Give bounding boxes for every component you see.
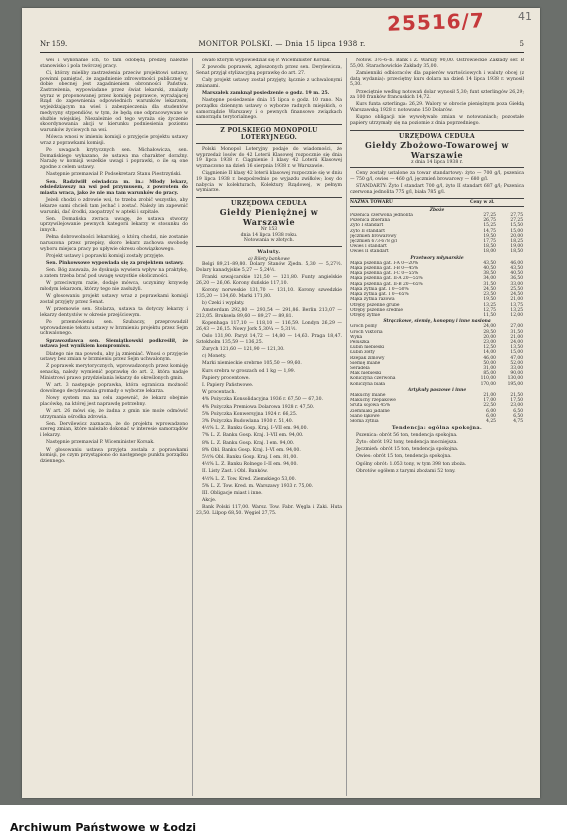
price-to: 13,75 bbox=[510, 302, 523, 308]
commodity-name: Jęczmień 673-678 g/l bbox=[350, 239, 397, 245]
exchange-big-title: Giełdy Pieniężnej w Warszawie bbox=[219, 207, 319, 228]
commodity-name: Żyto I standart bbox=[350, 223, 384, 229]
price-from: 13,25 bbox=[483, 302, 496, 308]
article-paragraph: Projekt ustawy i poprawki komisji zostały przyjęte. bbox=[46, 254, 165, 259]
article-paragraph: Kupno obligacji nie wywoływało zmian w notowaniach; pozostałe papiery utrzymały się na poziomie z dnia poprzedniego. bbox=[350, 115, 524, 127]
price-from: 40,50 bbox=[483, 266, 496, 272]
exchange-quote-line: Korony norweskie 131,70 — 131,10. Korony szwedzkie 135,20 — 134,60. Marki 171,80. bbox=[196, 288, 342, 299]
article-paragraph: Pełna dobrowolności lekarskiej, o którą chodzi, nie zostanie naruszona przez przepisy, skoro lekarz zachowa swobodę wyboru miejsca pracy po upływie okresu obowiązkowego. bbox=[40, 235, 188, 252]
price-to: 24,50 bbox=[510, 292, 523, 298]
article-paragraph: W głosowaniu projekt ustawy wraz z poprawkami komisji został przyjęty przez Senat. bbox=[40, 294, 188, 305]
exchange-quote-line: Kopenhaga 117,10 — 118,10 — 116,59. Londyn 26,29 — 26,43 — 26,15. Nowy Jork 5,30¼ — 5,31½. bbox=[196, 321, 342, 332]
commodity-name: Siano łąkowe bbox=[350, 413, 380, 419]
price-from: 6,00 bbox=[486, 413, 496, 419]
exchange-quote-line: Oslo 131,90. Paryż 14,72 — 14,80 — 14,63. Praga 18,47. Sztokholm 135,59 — 136,25. bbox=[196, 334, 342, 345]
grain-date: z dnia 14 lipca 1938 r. bbox=[411, 159, 463, 165]
archive-label: Archiwum Państwowe w Łodzi bbox=[10, 821, 197, 834]
table-row bbox=[350, 419, 524, 424]
article-paragraph: Po przemówieniu sen. Szubaczy, przeprowadził wprowadzenie tekstu ustawy w brzmieniu projektu przez Sejm uchwalonego. bbox=[40, 320, 188, 337]
grain-heading bbox=[350, 130, 524, 169]
price-from: 31,50 bbox=[483, 281, 496, 287]
table-header-price: Ceny w zł. bbox=[470, 198, 524, 206]
price-to: 21,00 bbox=[510, 297, 523, 303]
commodity-name: Otręby żytnie bbox=[350, 312, 381, 318]
price-to: 19,00 bbox=[510, 244, 523, 250]
exchange-continuation bbox=[350, 58, 524, 127]
lottery-title: Z POLSKIEGO MONOPOLU LOTERYJNEGO. bbox=[220, 127, 318, 142]
commodity-name: Mąka pszenna gat. I-C 0—55% bbox=[350, 271, 419, 277]
article-paragraph: Ci, którzy mieliby zastrzeżenia przeciw projektowi ustawy, powinni pamiętać, że zagadnienie zdrowotności publicznej w dobie obecnej jest zagadnieniem obronności Państwa. Zastrzeżenia, wypowiadane przez świat lekarski, znalazły wyraz w proponowanej przez komisję poprawce, wyrażającej Rząd do zapewnienia odpowiednich warunków lekarzom, wyjeżdżającym na wieś i zabezpieczenia dla studentów medycyny stypendiów, w tym, że będą one odpracowywane w służbie wiejskiej. Niezależnie od tego wyraża się życzenie skoordynowania akcji w kierunku podniesienia poziomu warunków życiowych na wsi. bbox=[40, 70, 188, 133]
price-from: 27,25 bbox=[483, 213, 496, 219]
price-from: 46,00 bbox=[483, 355, 496, 361]
exchange-quote-line: 8% L. Z. Banku Gosp. Kraj. I em. 94,00. bbox=[202, 440, 295, 446]
commodity-name: Rzepak zimowy bbox=[350, 355, 385, 361]
exchange-quote-line: 4% Pożyczka Konsolidacyjna 1936 r. 67,50 — 67,30. bbox=[202, 397, 323, 403]
price-from: 18,50 bbox=[483, 244, 496, 250]
header-rule bbox=[40, 52, 524, 53]
price-to: 52,00 bbox=[510, 360, 523, 366]
exchange-quote-line: 4½% L. Z. Banku Gosp. Kraj. I–VII em. 94,00. bbox=[202, 426, 308, 432]
price-to: 27,75 bbox=[510, 213, 523, 219]
grain-tendency-title: Tendencja: ogólna spokojna. bbox=[391, 425, 483, 432]
price-from: 43,50 bbox=[483, 260, 496, 266]
table-group-label: Przetwory młynarskie bbox=[410, 255, 464, 261]
exchange-quote-line: Zurych 121,60 — 121,90 — 121,30. bbox=[202, 346, 285, 352]
commodity-name: Makuchy rzepakowe bbox=[350, 398, 396, 404]
price-from: 24,00 bbox=[483, 324, 496, 330]
price-to: 18,50 bbox=[510, 249, 523, 255]
article-paragraph: wei i wykonanie ich, to tam odobędą predzej należne stanowisko i pola twórczej pracy. bbox=[40, 58, 188, 69]
article-paragraph: Sen. Dervilewicz zaznacza, że do projektu wprowadzono szereg zmian, które należało dokonać w interesie samorządów i lekarzy. bbox=[40, 421, 188, 439]
commodity-name: Mąka żytnia gat. I 0—50% bbox=[350, 286, 409, 292]
table-group-label: Zboże bbox=[429, 207, 445, 213]
grain-note: Ogólny obrót: 1.053 tony, w tym 398 ton zboża. bbox=[356, 461, 467, 467]
commodity-name: Mąka pszenna gat. II-B 20—65% bbox=[350, 281, 423, 287]
price-from: 12,75 bbox=[483, 307, 496, 313]
price-to: 40,50 bbox=[510, 271, 523, 277]
price-from: 14,75 bbox=[483, 228, 496, 234]
exchange-quote-line: 5% L. Z. Tow. Kred. m. Warszawy 1933 r. 75,00. bbox=[202, 483, 314, 489]
exchange-quote-line: III. Obligacje miast i inne. bbox=[202, 491, 263, 497]
price-to: 4,75 bbox=[513, 418, 523, 424]
article-paragraph: Nowy system ma na celu zapewnić, że lekarz obejmie placówkę, na której jest naprawdę potrzebny. bbox=[40, 395, 188, 407]
exchange-quote-line: 5½% Obl. Banku Gosp. Kraj. I em. 81,00. bbox=[202, 455, 298, 461]
price-to: 24,00 bbox=[510, 339, 523, 345]
article-paragraph: Sen. Bóg zauważa, że dyskusja wywiera wpływ na praktykę, a zatem trzeba brać pod uwagę wszystkie okoliczności. bbox=[40, 268, 188, 280]
table-group-label: Strączkowe, siemię, konopny i inne nasiona bbox=[383, 319, 491, 325]
issue-number: Nr 159. bbox=[40, 40, 68, 48]
exchange-quote-line: Bank Polski 117,00. Warsz. Tow. Fabr. Węgla i Zaki. Huta 23,50. Lilpop 68,50. Węgiel 27,75. bbox=[196, 505, 342, 517]
grain-note: Owies: obrót 15 ton, tendencja spokojna. bbox=[356, 454, 452, 460]
price-to: 15,00 bbox=[510, 350, 523, 356]
price-to: 27,00 bbox=[510, 324, 523, 330]
price-from: 23,00 bbox=[483, 339, 496, 345]
commodity-name: Groch Viktoria bbox=[350, 329, 383, 335]
price-to: 23,00 bbox=[510, 403, 523, 409]
article-paragraph: Sen. Radziwiłł oświadcza m. in.: Młody lekarz, odsiedziawszy na wsi pod przymusem, z powrotem do miasta wraca, jako że nie ma tam warunków do pracy. bbox=[40, 179, 188, 196]
price-to: 130,00 bbox=[507, 376, 523, 382]
column-senate-debate bbox=[40, 58, 188, 796]
commodity-name: Ziemniaki jadalne bbox=[350, 408, 390, 414]
price-from: 11,50 bbox=[483, 312, 496, 318]
exchange-quote-line: 4½% L. Z. Banku Rolnego I–II em. 94,00. bbox=[202, 462, 298, 468]
article-paragraph: Po uwagach krytycznych sen. Michałowicza, sen. Domańskiego wykazano, że ustawa ma charakter doraźny. Narażę w komisji wszelkie uwagi i poprawki, o ile są one zgodne z celem ustawy. bbox=[40, 148, 188, 171]
price-from: 17,75 bbox=[483, 239, 496, 245]
column-separator bbox=[192, 58, 193, 796]
article-paragraph: W przeciwnym razie, dodaje mówca, uczynimy krzywdę młodym lekarzom, którzy tego nie zasłużyli. bbox=[40, 281, 188, 293]
price-to: 46,00 bbox=[510, 260, 523, 266]
commodity-name: Wyka bbox=[350, 334, 363, 340]
article-paragraph: Przeciętnie według notowań dolar wynosił 5,30; funt szterlingów 26,29; za 100 franków francuskich 14,72. bbox=[350, 89, 524, 101]
article-paragraph: Zamienniki odbioraców dla papierów wartościowych i waluty obcej (z datą wydania): przeciętny kurs dolara na dzień 14 lipca 1938 r. wynosił 5,30. bbox=[350, 70, 524, 88]
grain-standards: STANDARTY: Żyto I standart 700 g/l, żyto II standart 687 g/l; Pszenica czerwona jednolita 775 g/l, biała 785 g/l. bbox=[350, 184, 524, 195]
commodity-name: Pszenica zbierana bbox=[350, 218, 390, 224]
grain-notes bbox=[350, 433, 524, 475]
newspaper-page bbox=[22, 8, 540, 798]
price-from: 50,00 bbox=[483, 360, 496, 366]
lottery-heading bbox=[196, 124, 342, 144]
price-to: 15,50 bbox=[510, 223, 523, 229]
article-paragraph: W głosowaniu ustawa przyjęta została z poprawkami komisji, po czym przystąpiono do następnego punktu porządku dziennego. bbox=[40, 447, 188, 464]
commodity-name: Łubin żółty bbox=[350, 350, 375, 356]
exchange-quote-line: 4½% L. Z. Tow. Kred. Ziemskiego 53,00. bbox=[202, 476, 297, 482]
price-to: 6,50 bbox=[513, 408, 523, 414]
exchange-quote-line: II. Listy Zast. i Obl. Banków. bbox=[202, 469, 268, 475]
exchange-quote-line: 5% Pożyczka Konwersyjna 1924 r. 66,25. bbox=[202, 411, 298, 417]
price-from: 19,50 bbox=[483, 297, 496, 303]
article-paragraph: W przemowie sen. Stolarza, ustawa ta dotyczy lekarzy i lekarzy dentystów w okresie przejściowym. bbox=[40, 307, 188, 318]
article-paragraph: Sen. Domańska zwraca uwagę, że ustawa stworzy uprzywilejowanie pewnych kategorii lekarzy w stosunku do innych. bbox=[40, 216, 188, 234]
price-to: 21,50 bbox=[510, 392, 523, 398]
commodity-name: Owies I standart bbox=[350, 244, 387, 250]
article-paragraph: Kurs funta szterlinga: 26,29. Walory w obrocie pieniężnym poza Giełdą Warszawską 1928 r. notowano 150 Dolarów. bbox=[350, 102, 524, 114]
commodity-name: Śruta sojowa 45% bbox=[350, 403, 391, 409]
price-to: 17,50 bbox=[510, 398, 523, 404]
price-from: 20,00 bbox=[483, 334, 496, 340]
price-from: 24,50 bbox=[483, 286, 496, 292]
exchange-quote-line: I. Papiery Państwowe. bbox=[202, 383, 254, 388]
article-paragraph: Dlatego nie ma powodu, aby ją zmieniać. Wnosi o przyjęcie ustawy bez zmian w brzmieniu przez Sejm uchwalonym. bbox=[40, 351, 188, 363]
commodity-name: Mąka żytnia razowa bbox=[350, 297, 395, 303]
commodity-name: Siemię lniane bbox=[350, 360, 381, 366]
article-paragraph: Sen. Pinkowsowe wypowiada się za projektem ustawy. bbox=[46, 261, 184, 267]
price-to: 31,50 bbox=[510, 329, 523, 335]
price-from: 18,00 bbox=[483, 249, 496, 255]
article-paragraph: Notów. 3½–6–b. Bank i Z. Warszy 90,00. Ostrowieckie Zakłady ser. B 55,00. Starachowickie Zakłady 35,00. bbox=[350, 58, 524, 69]
commodity-name: Koniczyna biała bbox=[350, 381, 386, 387]
commodity-name: Peluszka bbox=[350, 339, 370, 345]
grain-note: Pszenica: obrót 56 ton, tendencja spokojna. bbox=[356, 432, 458, 438]
exchange-quote-line: W procentach. bbox=[202, 390, 236, 396]
price-to: 43,50 bbox=[510, 266, 523, 272]
newspaper-title: MONITOR POLSKI. — Dnia 15 lipca 1938 r. bbox=[198, 40, 366, 48]
exchange-quote-line: Papiery procentowe. bbox=[202, 375, 250, 381]
price-from: 12,50 bbox=[483, 345, 496, 351]
commodity-name: Seradela bbox=[350, 365, 370, 371]
price-to: 13,25 bbox=[510, 307, 523, 313]
grain-intro: Ceny zostały ustalone za towar standartowy: żyto — 700 g/l, pszenica — 750 g/l, owies — 460 g/l, jęczmień browarowy — 680 g/l. bbox=[350, 171, 524, 183]
grain-note: Jęczmień: obrót 15 ton, tendencja spokojna. bbox=[356, 447, 459, 453]
price-to: 90,00 bbox=[510, 371, 523, 377]
price-from: 15,25 bbox=[483, 223, 496, 229]
table-group-label: Artykuły paszowe i inne bbox=[407, 387, 467, 393]
price-to: 13,50 bbox=[510, 345, 523, 351]
running-head bbox=[40, 40, 524, 52]
table-group-row bbox=[350, 206, 524, 213]
section-banknotes: a) Bilety bankowe bbox=[248, 256, 290, 262]
exchange-heading bbox=[196, 197, 342, 247]
commodity-name: Koniczyna czerwona bbox=[350, 376, 396, 382]
commodity-name: Pszenica czerwona jednolita bbox=[350, 213, 413, 219]
price-from: 170,00 bbox=[480, 381, 496, 387]
commodity-name: Łubin niebieski bbox=[350, 345, 385, 351]
pencil-mark: 41 bbox=[518, 10, 532, 23]
price-from: 28,50 bbox=[483, 329, 496, 335]
grain-note: Obrotów ogółem z tarymi zbożami 52 tony. bbox=[356, 468, 456, 474]
price-from: 21,00 bbox=[483, 392, 496, 398]
price-from: 23,50 bbox=[483, 292, 496, 298]
commodity-name: Mąka pszenna gat. I-B 0—45% bbox=[350, 266, 419, 272]
commodity-name: Jęczmień browarowy bbox=[350, 233, 397, 239]
article-paragraph: W art. 26 mówi się, że żadna z gmin nie może odmówić utrzymania ośrodka zdrowia. bbox=[40, 408, 188, 420]
lottery-body bbox=[196, 147, 342, 194]
price-from: 22,50 bbox=[483, 403, 496, 409]
article-paragraph: Cały projekt ustawy został przyjęty, łącznie z uchwalonymi zmianami. bbox=[196, 78, 342, 89]
column-lottery-exchange bbox=[196, 58, 342, 796]
archive-footer bbox=[0, 805, 567, 840]
price-from: 38,50 bbox=[483, 271, 496, 277]
article-paragraph: Marszałek zamknął posiedzenie o godz. 19 m. 25. bbox=[202, 91, 330, 97]
commodity-name: Żyto II standart bbox=[350, 228, 385, 234]
commodity-name: Mąka pszenna gat. I-A 0—20% bbox=[350, 260, 419, 266]
exchange-quote-line: 7% L. Z. Banku Gosp. Kraj. I–VII em. 94,00. bbox=[202, 433, 304, 439]
exchange-quote-line: Franki szwajcarskie 121,50 — 121,80. Funty angielskie 26,20 — 26,06. Korony duńskie 117,10. bbox=[196, 275, 342, 286]
price-to: 20,00 bbox=[510, 233, 523, 239]
article-paragraph: Następnie przemawiał P. Wiceminister Korsak. bbox=[46, 440, 155, 446]
grain-price-table bbox=[350, 198, 524, 425]
exchange-quotes bbox=[196, 262, 342, 517]
article-paragraph: owało którym wypowiedział się P. Wiceminister Korsak. bbox=[202, 58, 331, 63]
price-to: 27,25 bbox=[510, 218, 523, 224]
column-separator bbox=[346, 58, 347, 796]
price-to: 6,50 bbox=[513, 413, 523, 419]
exchange-title: URZĘDOWA CEDUŁA bbox=[231, 200, 307, 208]
commodity-name: Owies II standart bbox=[350, 249, 389, 255]
article-paragraph: Następne posiedzenie dnia 15 lipca o godz. 10 rano. Na porządku dziennym ustawy o wyborze radnych miejskich, o samorządzie Warszawy i o pewnych finansowo związkach samorządu terytorialnego. bbox=[196, 98, 342, 121]
price-to: 33,00 bbox=[510, 281, 523, 287]
price-from: 19,50 bbox=[483, 233, 496, 239]
price-to: 47,00 bbox=[510, 355, 523, 361]
page-number: 5 bbox=[519, 40, 524, 48]
exchange-quote-line: 4% Pożyczka Premiowa Dolarowa 1928 r. 47,50. bbox=[202, 404, 315, 410]
exchange-quote-line: 3% Pożyczka Budowlana 1930 r. 51,40. bbox=[202, 419, 294, 425]
exchange-quote-line: Marki niemieckie srebrne 105,50 — 99,60. bbox=[202, 361, 302, 367]
commodity-name: Groch polny bbox=[350, 324, 378, 330]
price-from: 26,75 bbox=[483, 218, 496, 224]
price-from: 4,25 bbox=[486, 418, 496, 424]
commodity-name: Słoma żytnia bbox=[350, 418, 379, 424]
price-to: 25,50 bbox=[510, 286, 523, 292]
commodity-name: Mąka pszenna gat. II-A 20—55% bbox=[350, 276, 423, 282]
grain-note: Żyto: obrót 192 tony, tendencja mocniejsza. bbox=[356, 440, 458, 446]
article-paragraph: Z powodu poprawek, zgłoszonych przez sen. Derylewicza, Senat przyjął stylizacyjną poprawkę do art. 27. bbox=[196, 65, 342, 76]
commodity-name: Otręby pszenne średnie bbox=[350, 307, 403, 313]
commodity-name: Makuchy lniane bbox=[350, 392, 386, 398]
column-grain-exchange bbox=[350, 58, 524, 796]
article-paragraph: W art. 3 następuje poprawka, która ogranicza możność dowolnego decydowania gromady o wyborze lekarza. bbox=[40, 383, 188, 394]
exchange-quote-line: b) Czeki i wypłaty. bbox=[202, 301, 245, 307]
grain-title: URZĘDOWA CEDUŁA bbox=[399, 132, 475, 140]
price-to: 18,25 bbox=[510, 239, 523, 245]
article-paragraph: Następnie przemawiał P. Podsekretarz Stanu Piestrzyński. bbox=[46, 172, 182, 178]
lottery-paragraph: Ciągnienie II klasy 42 loterii klasowej rozpocznie się w dniu 19 lipca 1938 r. bezpośrednio po wyjazdu zwiłków; losy do nabycia w kolekturach, Kolektury Rządowej, w pełnym wymiarze. bbox=[196, 171, 342, 194]
price-from: 31,00 bbox=[483, 365, 496, 371]
commodity-name: Otręby pszenne grube bbox=[350, 302, 400, 308]
section-currencies: Waluty. bbox=[257, 248, 281, 255]
exchange-number: Nr 153 bbox=[260, 227, 278, 233]
price-from: 85,00 bbox=[483, 371, 496, 377]
article-paragraph: Sprawozdawca sen. Siemiątkowski podkreślił, że ustawa jest wynikiem kompromisu. bbox=[40, 338, 188, 350]
exchange-quote-line: Belgi 89,21–89,80. Dolary Stanów Zjedn. 5,30 — 5,27½. Dolary kanadyjskie 5,27 — 5,24½. bbox=[196, 262, 342, 274]
table-header-commodity: NAZWA TOWARU bbox=[350, 198, 470, 206]
price-from: 34,00 bbox=[483, 276, 496, 282]
article-paragraph: Mówca wnosi w imieniu komisji o przyjęcie projektu ustawy wraz z poprawkami komisji. bbox=[40, 135, 188, 146]
price-to: 33,00 bbox=[510, 365, 523, 371]
price-to: 15,00 bbox=[510, 228, 523, 234]
grain-big-title: Giełdy Zbożowo-Towarowej w Warszawie bbox=[364, 139, 510, 160]
price-from: 17,00 bbox=[483, 398, 496, 404]
price-to: 195,00 bbox=[507, 381, 523, 387]
price-to: 21,00 bbox=[510, 334, 523, 340]
exchange-quote-line: 8% Obl. Banku Gosp. Kraj. I–VI em. 94,00. bbox=[202, 447, 301, 453]
exchange-note: Notowania w złotych. bbox=[243, 238, 295, 244]
article-paragraph: Jeżeli chodzi o zdrowie wsi, to trzeba zrobić wszystko, aby lekarze sami chcieli tam jechać i zostać. Należy im zapewnić warunki, dać środki, zaopatrzyć w apteki i szpitale. bbox=[40, 198, 188, 215]
price-to: 12,00 bbox=[510, 312, 523, 318]
article-paragraph: Z poprawek merytorycznych, wprowadzonych przez komisję senacką, należy wymienić poprawkę do art. 2, która nadaje Ministrowi prawo przydzielania lekarzy do określonych gmin. bbox=[40, 364, 188, 381]
exchange-quote-line: Amsterdam 292,80 — 293,54 — 291,86. Berlin 213,07 — 212,05. Bruksela 89,60 — 89,27 — 89,81. bbox=[196, 308, 342, 319]
price-from: 6,00 bbox=[486, 408, 496, 414]
commodity-name: Mąka żytnia gat. I 0—65% bbox=[350, 292, 409, 298]
commodity-name: Mak niebieski bbox=[350, 371, 382, 377]
grain-table-body bbox=[350, 206, 524, 424]
exchange-quote-line: c) Monety. bbox=[202, 354, 227, 360]
exchange-date: dnia 14 lipca 1938 roku. bbox=[240, 232, 298, 238]
lottery-paragraph: Polski Monopol Loteryjny podaje do wiadomości, że wyprzedaż losów do 42 Loterii Klasowej rozpocznie się dnia 19 lipca 1938 r. Ciągnienie I klasy 42 Loterii Klasowej wyznaczono na dzień 16 sierpnia 1938 r. w Warszawie. bbox=[196, 147, 342, 170]
price-from: 110,00 bbox=[480, 376, 496, 382]
handwritten-number-stamp: 25516/7 bbox=[386, 8, 486, 36]
price-from: 14,00 bbox=[483, 350, 496, 356]
exchange-quote-line: Akcje. bbox=[202, 498, 217, 504]
exchange-quote-line: Kurs srebra w groszach od 1 kg — 1,99. bbox=[202, 368, 296, 374]
senate-continuation bbox=[196, 58, 342, 121]
price-to: 36,50 bbox=[510, 276, 523, 282]
